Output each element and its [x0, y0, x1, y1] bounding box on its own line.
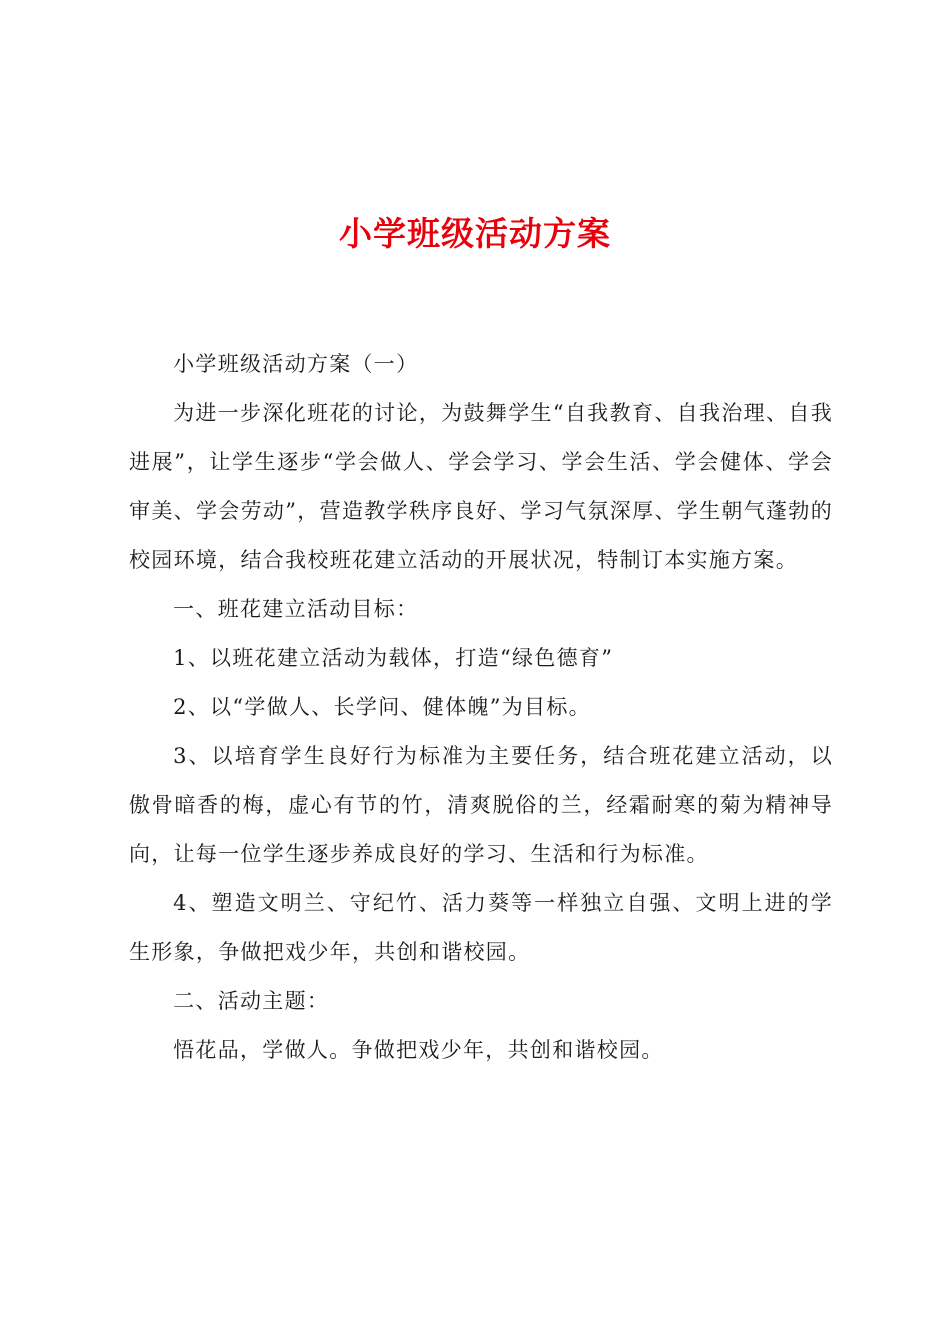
goal-item-2: 2、以“学做人、长学问、健体魄”为目标。: [173, 695, 591, 719]
intro-paragraph: 为进一步深化班花的讨论，为鼓舞学生“自我教育、自我治理、自我进展”，让学生逐步“学会做人、学会学习、学会生活、学会健体、学会审美、学会劳动”，营造教学秩序良好、学习气氛深厚、学生朝气蓬勃的校园环境，结合我校班花建立活动的开展状况，特制订本实施方案。: [129, 401, 833, 572]
document-body: [129, 340, 833, 1075]
goal-item-4: 4、塑造文明兰、守纪竹、活力葵等一样独立自强、文明上进的学生形象，争做把戏少年，共创和谐校园。: [129, 891, 833, 964]
theme-paragraph: 悟花品，学做人。争做把戏少年，共创和谐校园。: [173, 1038, 664, 1062]
section-heading-theme: 二、活动主题：: [173, 989, 330, 1013]
goal-item-3: 3、以培育学生良好行为标准为主要任务，结合班花建立活动，以傲骨暗香的梅，虚心有节的竹，清爽脱俗的兰，经霜耐寒的菊为精神导向，让每一位学生逐步养成良好的学习、生活和行为标准。: [129, 744, 833, 866]
goal-item-1: 1、以班花建立活动为载体，打造“绿色德育”: [173, 646, 614, 670]
section-heading-plan-one: 小学班级活动方案（一）: [173, 352, 419, 376]
document-title: 小学班级活动方案: [339, 214, 611, 253]
section-heading-goals: 一、班花建立活动目标：: [173, 597, 419, 621]
